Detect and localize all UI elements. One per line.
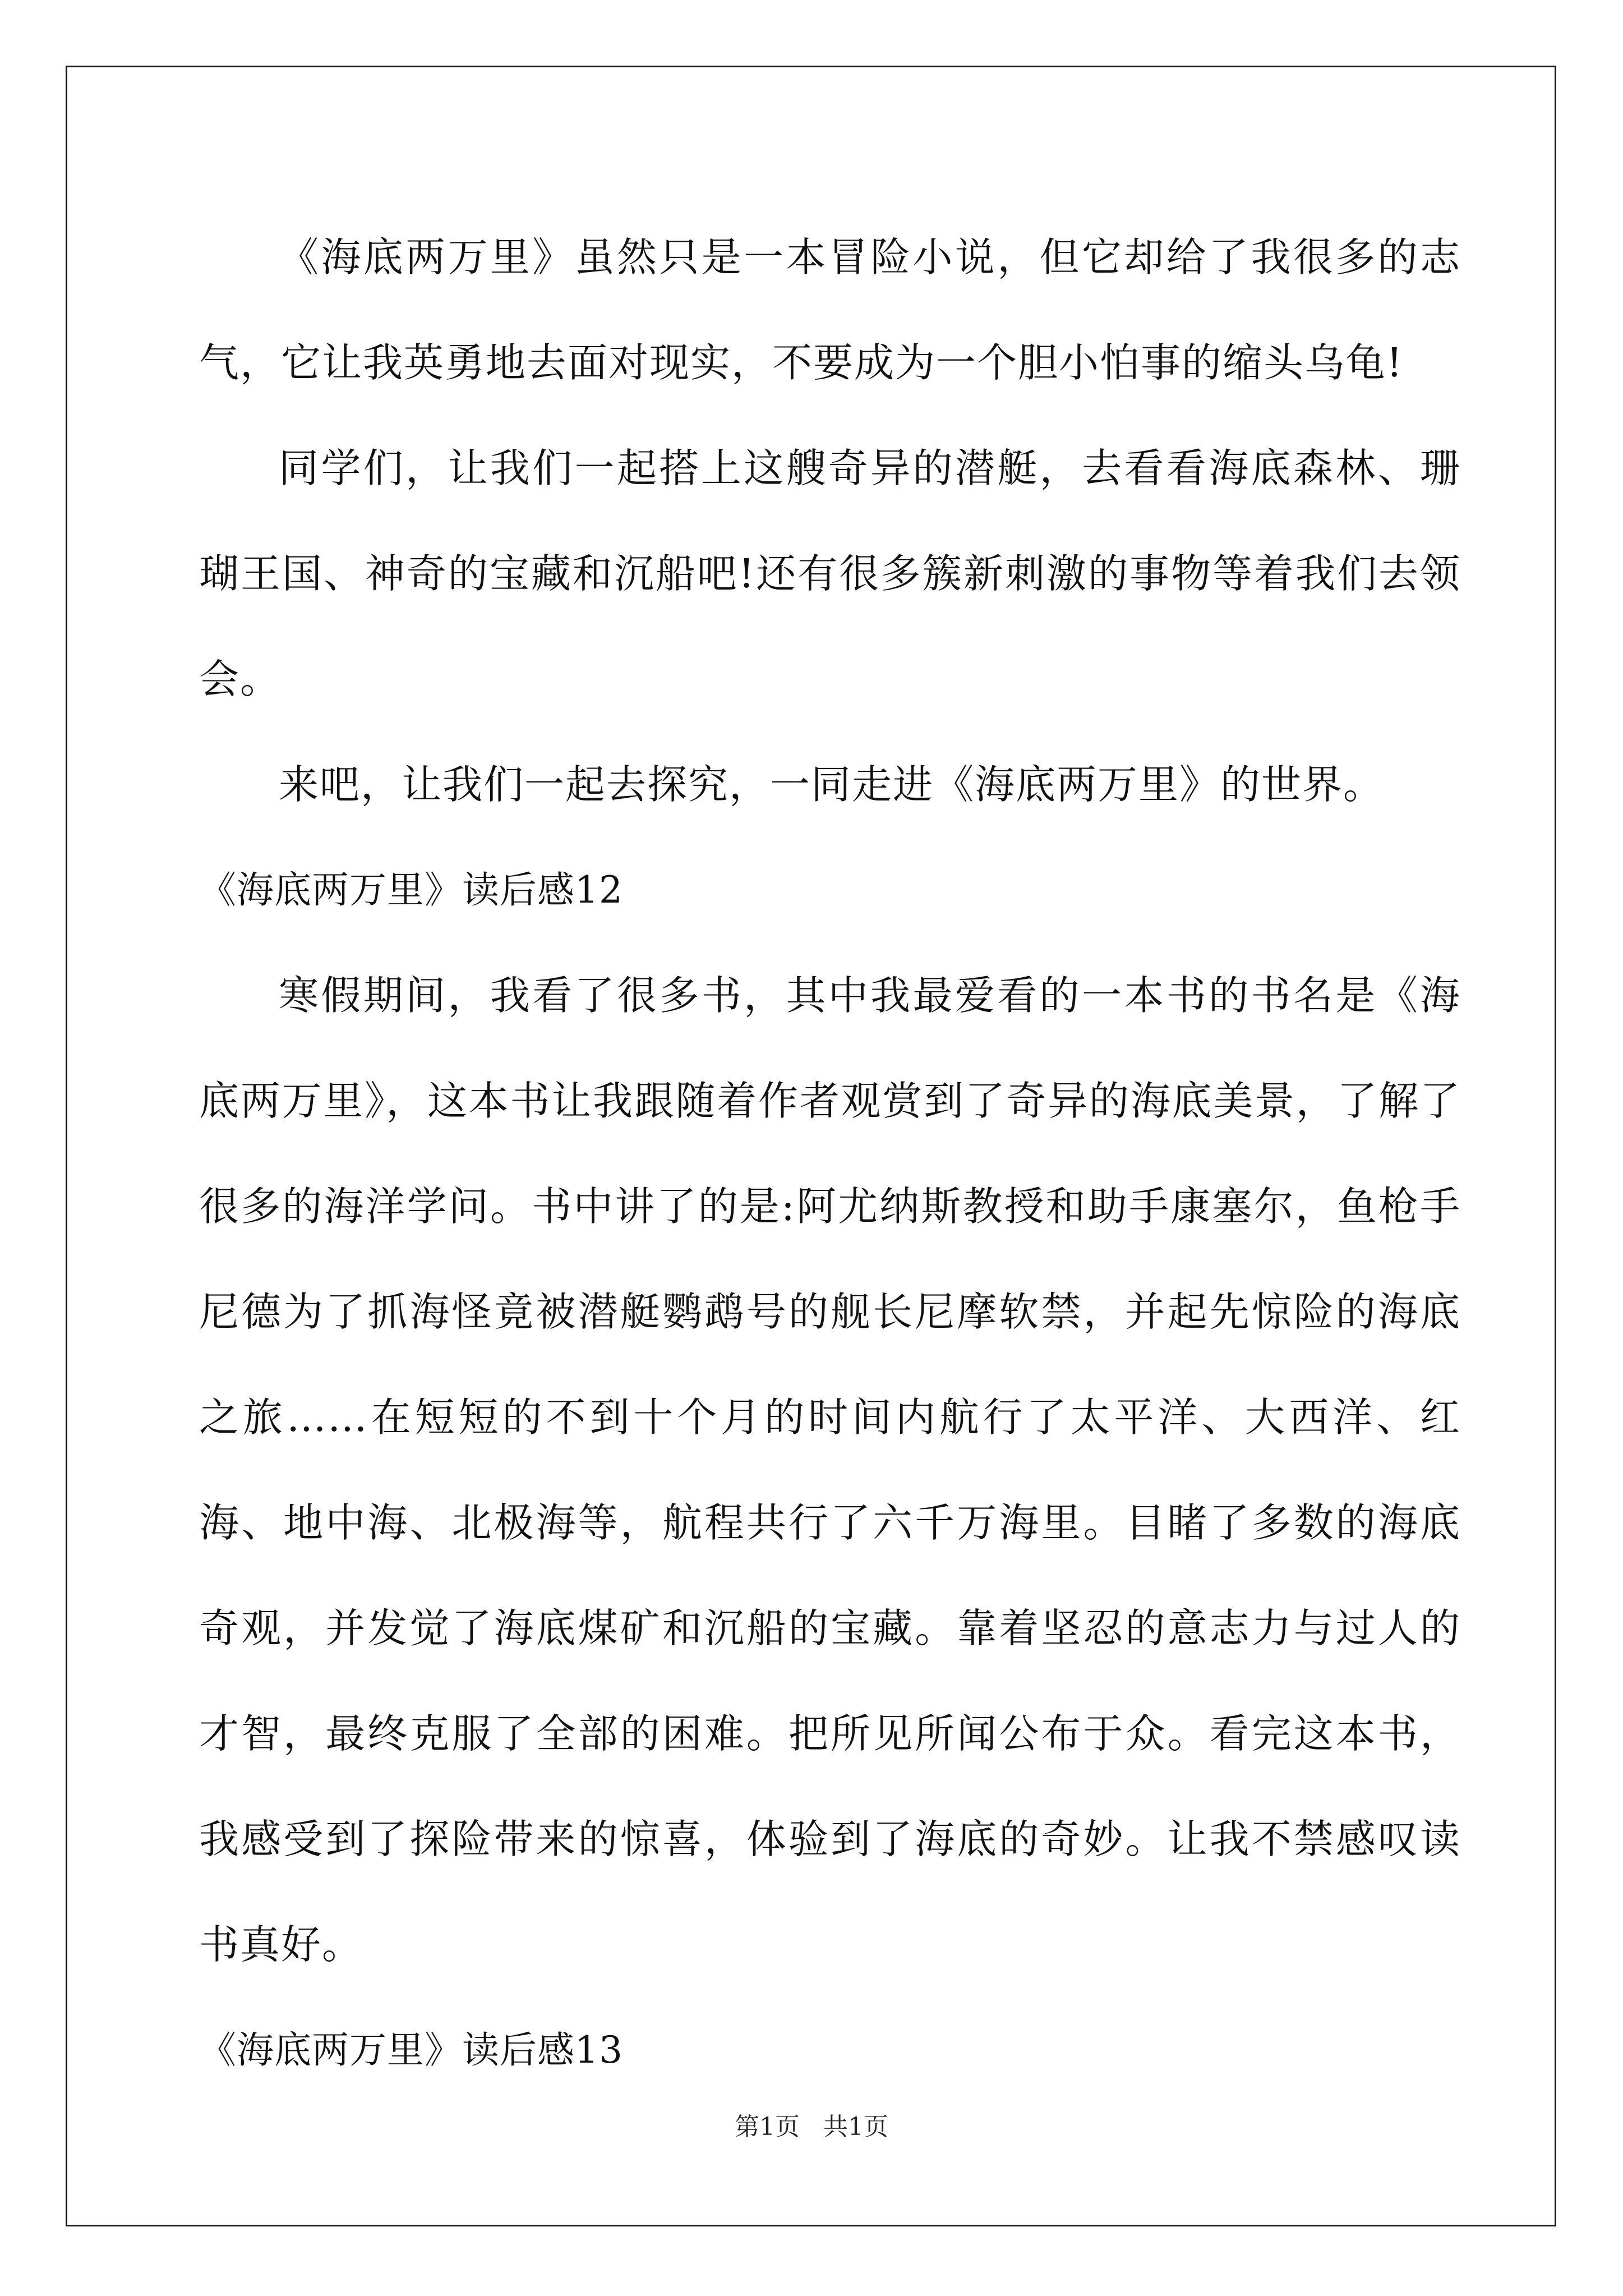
document-body xyxy=(199,205,1461,2103)
section-heading-12: 《海底两万里》读后感12 xyxy=(199,868,623,912)
paragraph-courage: 《海底两万里》虽然只是一本冒险小说，但它却给了我很多的志气，它让我英勇地去面对现实，不要成为一个胆小怕事的缩头乌龟! xyxy=(199,234,1461,386)
section-heading-13: 《海底两万里》读后感13 xyxy=(199,2028,623,2072)
paragraph-invitation: 同学们，让我们一起搭上这艘奇异的潜艇，去看看海底森林、珊瑚王国、神奇的宝藏和沉船吧!还有很多簇新刺激的事物等着我们去领会。 xyxy=(199,445,1461,702)
page-number-footer: 第1页 共1页 xyxy=(735,2113,888,2141)
paragraph-winter-reading: 寒假期间，我看了很多书，其中我最爱看的一本书的书名是《海底两万里》，这本书让我跟随着作者观赏到了奇异的海底美景，了解了很多的海洋学问。书中讲了的是:阿尤纳斯教授和助手康塞尔，鱼枪手尼德为了抓海怪竟被潜艇鹦鹉号的舰长尼摩软禁，并起先惊险的海底之旅……在短短的不到十个月的时间内航行了太平洋、大西洋、红海、地中海、北极海等，航程共行了六千万海里。目睹了多数的海底奇观，并发觉了海底煤矿和沉船的宝藏。靠着坚忍的意志力与过人的才智，最终克服了全部的困难。把所见所闻公布于众。看完这本书，我感受到了探险带来的惊喜，体验到了海底的奇妙。让我不禁感叹读书真好。 xyxy=(199,972,1461,1968)
paragraph-explore: 来吧，让我们一起去探究，一同走进《海底两万里》的世界。 xyxy=(279,761,1385,808)
